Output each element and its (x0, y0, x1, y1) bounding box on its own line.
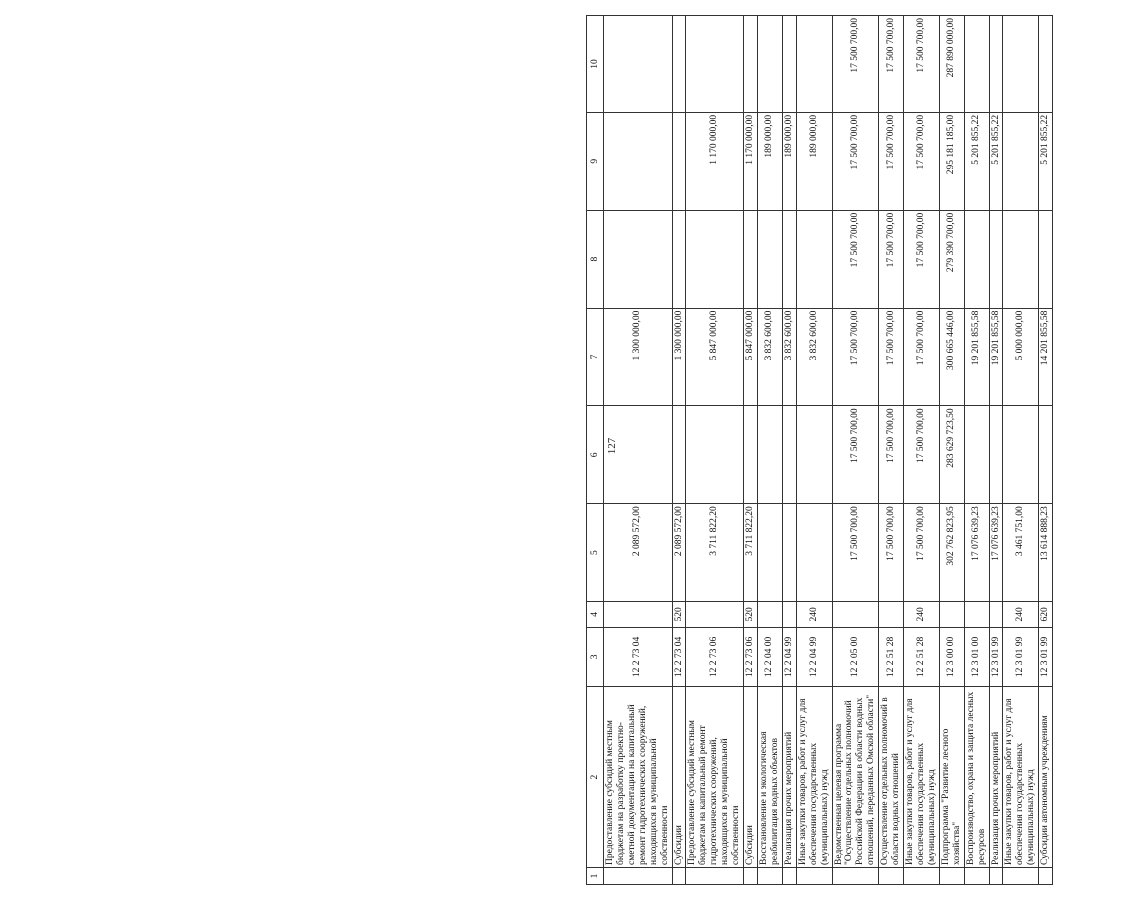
row-amount-cell: 17 500 700,00 (904, 308, 940, 406)
row-expense-type-cell (989, 602, 1003, 628)
row-amount-cell: 5 847 000,00 (686, 308, 744, 406)
row-name-cell: Предоставление субсидий местным бюджетам на капитальный ремонт гидротехнических сооружений, находящихся в муниципальной собственности (686, 687, 744, 868)
row-amount-cell: 1 170 000,00 (744, 112, 758, 210)
table-row (904, 16, 940, 885)
table-row (879, 16, 904, 885)
row-amount-cell: 17 500 700,00 (879, 112, 904, 210)
table-row (796, 16, 832, 885)
row-code-cell: 12 3 01 99 (989, 627, 1003, 687)
row-amount-cell: 17 500 700,00 (832, 504, 879, 602)
row-amount-cell: 17 500 700,00 (879, 16, 904, 113)
row-name-cell: Предоставление субсидий местным бюджетам на разработку проектно-сметной документации на капитальный ремонт гидротехнических сооружений, находящихся в муниципальной собственности (604, 687, 673, 868)
row-amount-cell: 302 762 823,95 (939, 504, 964, 602)
row-amount-cell (686, 16, 744, 113)
row-amount-cell: 17 500 700,00 (879, 210, 904, 308)
row-name-cell: Иные закупки товаров, работ и услуг для обеспечения государственных (муниципальных) нужд (796, 687, 832, 868)
row-number-cell (989, 867, 1003, 884)
row-amount-cell: 5 201 855,22 (989, 112, 1003, 210)
row-expense-type-cell (757, 602, 782, 628)
row-amount-cell: 17 500 700,00 (832, 308, 879, 406)
row-amount-cell: 17 076 639,23 (964, 504, 989, 602)
row-amount-cell (672, 16, 686, 113)
column-header: 3 (587, 627, 604, 687)
table-row (989, 16, 1003, 885)
row-expense-type-cell (604, 602, 673, 628)
row-code-cell: 12 2 73 06 (686, 627, 744, 687)
row-number-cell (1003, 867, 1039, 884)
row-expense-type-cell: 240 (796, 602, 832, 628)
row-amount-cell: 19 201 855,58 (989, 308, 1003, 406)
row-name-cell: Реализация прочих мероприятий (989, 687, 1003, 868)
row-amount-cell (782, 406, 796, 504)
row-amount-cell (1039, 406, 1053, 504)
row-amount-cell (757, 504, 782, 602)
row-code-cell: 12 2 05 00 (832, 627, 879, 687)
row-amount-cell: 2 089 572,00 (672, 504, 686, 602)
row-amount-cell (1003, 210, 1039, 308)
row-expense-type-cell (964, 602, 989, 628)
row-amount-cell: 3 711 822,20 (744, 504, 758, 602)
row-amount-cell: 19 201 855,58 (964, 308, 989, 406)
row-code-cell: 12 3 00 00 (939, 627, 964, 687)
row-amount-cell (1003, 16, 1039, 113)
row-amount-cell: 3 461 751,00 (1003, 504, 1039, 602)
row-expense-type-cell (686, 602, 744, 628)
row-amount-cell (604, 210, 673, 308)
row-amount-cell (796, 406, 832, 504)
row-amount-cell: 3 832 600,00 (757, 308, 782, 406)
header-row (587, 16, 604, 885)
row-amount-cell: 5 847 000,00 (744, 308, 758, 406)
row-number-cell (832, 867, 879, 884)
row-amount-cell (796, 504, 832, 602)
row-amount-cell: 1 170 000,00 (686, 112, 744, 210)
row-amount-cell (964, 210, 989, 308)
row-amount-cell: 189 000,00 (782, 112, 796, 210)
column-header: 6 (587, 406, 604, 504)
row-amount-cell: 17 500 700,00 (904, 16, 940, 113)
row-amount-cell (744, 406, 758, 504)
row-number-cell (744, 867, 758, 884)
row-amount-cell: 14 201 855,58 (1039, 308, 1053, 406)
row-amount-cell: 17 500 700,00 (832, 210, 879, 308)
row-amount-cell: 189 000,00 (757, 112, 782, 210)
row-amount-cell: 3 832 600,00 (782, 308, 796, 406)
row-code-cell: 12 3 01 99 (1039, 627, 1053, 687)
table-row (964, 16, 989, 885)
table-row (744, 16, 758, 885)
row-amount-cell (782, 504, 796, 602)
row-code-cell: 12 2 04 99 (782, 627, 796, 687)
row-code-cell: 12 3 01 00 (964, 627, 989, 687)
table-row (1003, 16, 1039, 885)
row-amount-cell: 17 500 700,00 (904, 210, 940, 308)
table-row (672, 16, 686, 885)
row-expense-type-cell: 240 (904, 602, 940, 628)
row-amount-cell: 300 665 446,00 (939, 308, 964, 406)
row-amount-cell (686, 406, 744, 504)
row-amount-cell (1003, 406, 1039, 504)
column-header: 7 (587, 308, 604, 406)
row-name-cell: Осуществление отдельных полномочий в области водных отношений (879, 687, 904, 868)
row-amount-cell (989, 210, 1003, 308)
row-expense-type-cell: 520 (672, 602, 686, 628)
row-amount-cell (964, 406, 989, 504)
row-expense-type-cell (939, 602, 964, 628)
table-row (604, 16, 673, 885)
row-amount-cell: 17 500 700,00 (879, 504, 904, 602)
row-amount-cell (744, 16, 758, 113)
row-amount-cell: 5 201 855,22 (964, 112, 989, 210)
row-amount-cell: 287 890 000,00 (939, 16, 964, 113)
page-number: 127 (606, 437, 618, 455)
row-code-cell: 12 2 73 06 (744, 627, 758, 687)
table-row (686, 16, 744, 885)
row-amount-cell: 17 500 700,00 (904, 112, 940, 210)
row-code-cell: 12 2 73 04 (672, 627, 686, 687)
row-amount-cell: 279 390 700,00 (939, 210, 964, 308)
row-name-cell: Иные закупки товаров, работ и услуг для обеспечения государственных (муниципальных) нужд (904, 687, 940, 868)
row-number-cell (939, 867, 964, 884)
column-header: 4 (587, 602, 604, 628)
row-amount-cell: 295 181 185,00 (939, 112, 964, 210)
row-amount-cell (672, 210, 686, 308)
row-amount-cell (686, 210, 744, 308)
row-amount-cell: 189 000,00 (796, 112, 832, 210)
row-expense-type-cell (879, 602, 904, 628)
row-name-cell: Подпрограмма "Развитие лесного хозяйства" (939, 687, 964, 868)
row-name-cell: Воспроизводство, охрана и защита лесных ресурсов (964, 687, 989, 868)
budget-table (586, 15, 1053, 885)
table-row (757, 16, 782, 885)
column-header: 2 (587, 687, 604, 868)
row-name-cell: Иные закупки товаров, работ и услуг для обеспечения государственных (муниципальных) нужд (1003, 687, 1039, 868)
row-amount-cell (1039, 16, 1053, 113)
row-amount-cell: 3 711 822,20 (686, 504, 744, 602)
row-number-cell (672, 867, 686, 884)
row-name-cell: Восстановление и экологическая реабилитация водных объектов (757, 687, 782, 868)
row-expense-type-cell: 240 (1003, 602, 1039, 628)
column-header: 8 (587, 210, 604, 308)
row-amount-cell (757, 16, 782, 113)
column-header: 5 (587, 504, 604, 602)
row-number-cell (782, 867, 796, 884)
row-amount-cell: 17 500 700,00 (879, 406, 904, 504)
table-row (832, 16, 879, 885)
row-amount-cell (672, 112, 686, 210)
row-amount-cell (604, 406, 673, 504)
row-amount-cell: 5 201 855,22 (1039, 112, 1053, 210)
row-number-cell (964, 867, 989, 884)
row-number-cell (604, 867, 673, 884)
row-code-cell: 12 2 51 28 (904, 627, 940, 687)
row-name-cell: Субсидии (672, 687, 686, 868)
rotated-page (586, 15, 1126, 885)
row-code-cell: 12 2 04 00 (757, 627, 782, 687)
row-name-cell: Субсидии (744, 687, 758, 868)
row-amount-cell: 17 500 700,00 (832, 406, 879, 504)
row-code-cell: 12 3 01 99 (1003, 627, 1039, 687)
row-amount-cell (989, 16, 1003, 113)
row-amount-cell (672, 406, 686, 504)
row-amount-cell: 17 500 700,00 (879, 308, 904, 406)
row-number-cell (1039, 867, 1053, 884)
row-amount-cell (796, 16, 832, 113)
row-code-cell: 12 2 73 04 (604, 627, 673, 687)
row-amount-cell: 17 500 700,00 (832, 112, 879, 210)
row-amount-cell (989, 406, 1003, 504)
row-amount-cell: 1 300 000,00 (604, 308, 673, 406)
row-amount-cell (796, 210, 832, 308)
row-amount-cell: 1 300 000,00 (672, 308, 686, 406)
row-amount-cell: 3 832 600,00 (796, 308, 832, 406)
row-amount-cell (604, 16, 673, 113)
row-number-cell (686, 867, 744, 884)
row-amount-cell (1003, 112, 1039, 210)
row-amount-cell (1039, 210, 1053, 308)
row-amount-cell: 17 500 700,00 (904, 504, 940, 602)
table-row (939, 16, 964, 885)
row-amount-cell: 17 500 700,00 (832, 16, 879, 113)
row-expense-type-cell: 520 (744, 602, 758, 628)
row-number-cell (879, 867, 904, 884)
row-amount-cell (744, 210, 758, 308)
row-amount-cell: 2 089 572,00 (604, 504, 673, 602)
column-header: 1 (587, 867, 604, 884)
row-amount-cell: 5 000 000,00 (1003, 308, 1039, 406)
row-name-cell: Ведомственная целевая программа "Осуществление отдельных полномочий Российской Федерации в области водных отношений, переданных Омской области" (832, 687, 879, 868)
column-header: 10 (587, 16, 604, 113)
row-number-cell (904, 867, 940, 884)
row-amount-cell (604, 112, 673, 210)
row-amount-cell: 283 629 723,50 (939, 406, 964, 504)
row-code-cell: 12 2 51 28 (879, 627, 904, 687)
row-code-cell: 12 2 04 99 (796, 627, 832, 687)
row-amount-cell (757, 210, 782, 308)
row-amount-cell: 17 500 700,00 (904, 406, 940, 504)
row-amount-cell (964, 16, 989, 113)
row-expense-type-cell: 620 (1039, 602, 1053, 628)
row-name-cell: Реализация прочих мероприятий (782, 687, 796, 868)
row-amount-cell: 13 614 888,23 (1039, 504, 1053, 602)
row-amount-cell (782, 210, 796, 308)
row-number-cell (796, 867, 832, 884)
row-expense-type-cell (782, 602, 796, 628)
table-row (782, 16, 796, 885)
row-amount-cell (782, 16, 796, 113)
row-name-cell: Субсидии автономным учреждениям (1039, 687, 1053, 868)
row-expense-type-cell (832, 602, 879, 628)
row-amount-cell: 17 076 639,23 (989, 504, 1003, 602)
table-row (1039, 16, 1053, 885)
row-number-cell (757, 867, 782, 884)
row-amount-cell (757, 406, 782, 504)
column-header: 9 (587, 112, 604, 210)
